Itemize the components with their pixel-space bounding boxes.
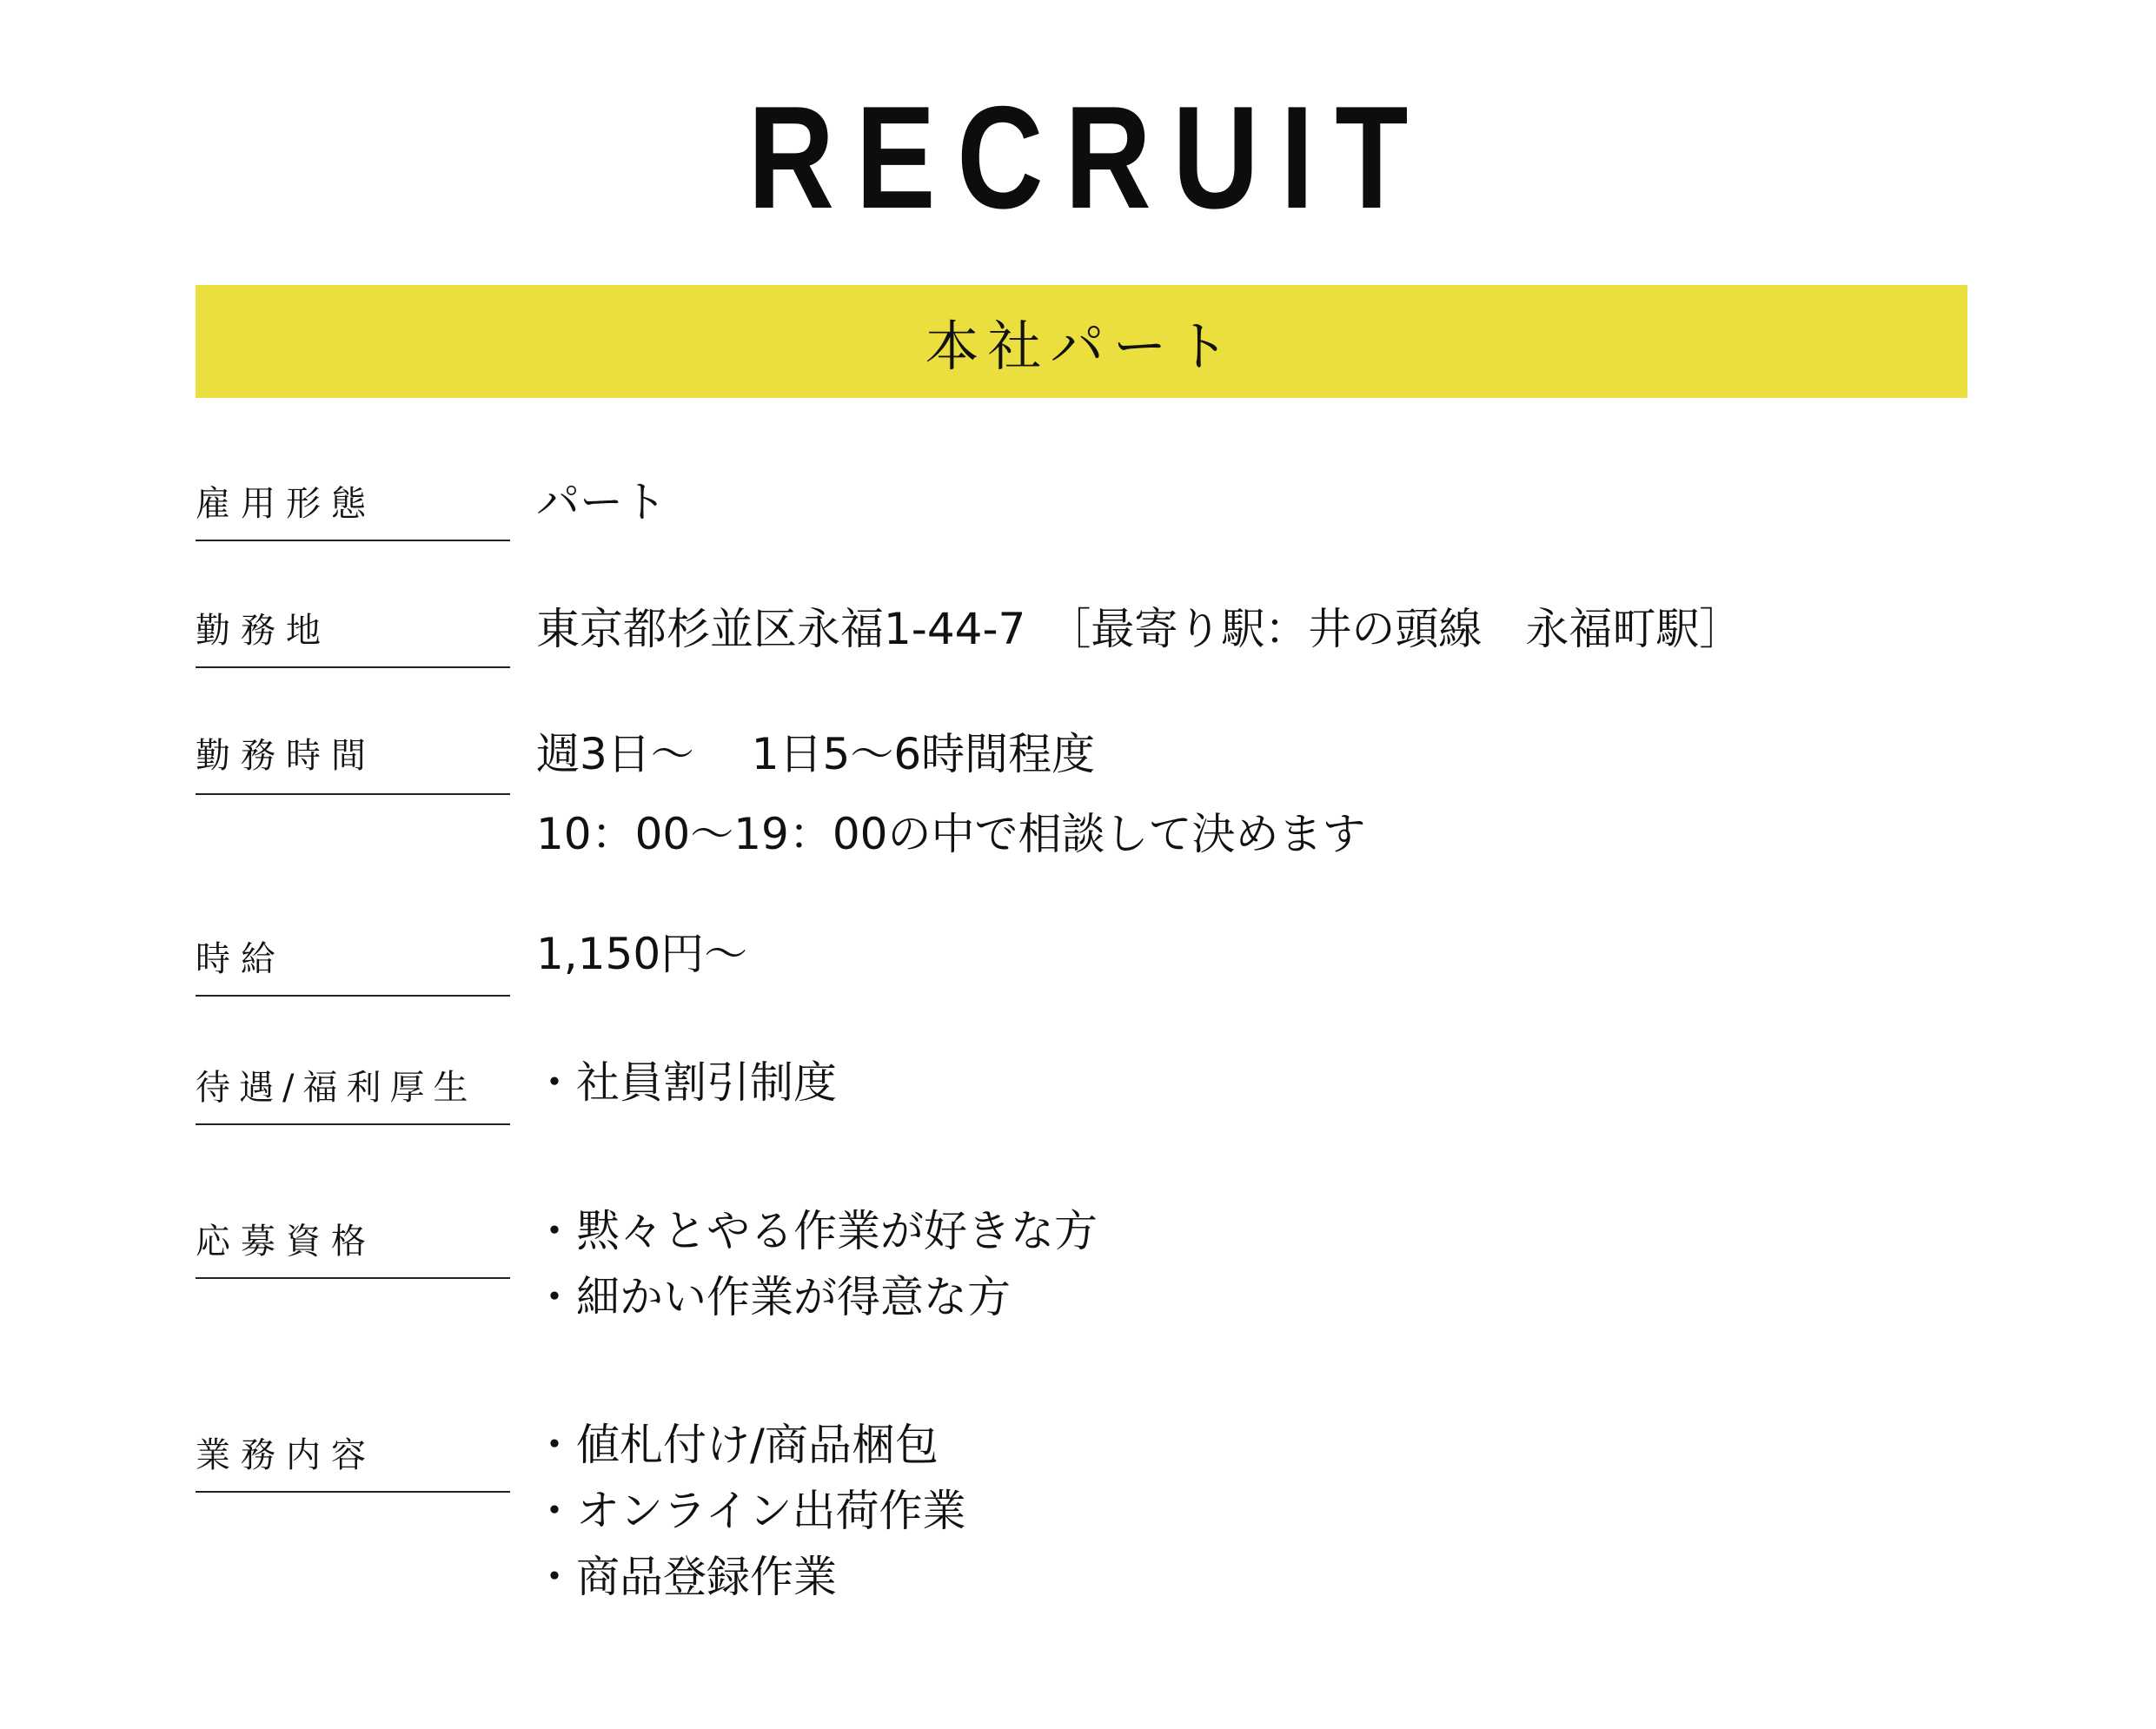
- row-value: ・商品登録作業: [533, 1552, 837, 1602]
- row-label: 時給: [196, 931, 510, 997]
- row-label: 勤務地: [196, 603, 510, 668]
- row-label: 応募資格: [196, 1214, 510, 1279]
- row-values: [536, 594, 2013, 664]
- row-value: 1,150円～: [536, 929, 748, 979]
- row-values: [536, 919, 2013, 989]
- section-banner-title: 本社パート: [925, 314, 1238, 378]
- row-value: パート: [536, 477, 667, 527]
- section-banner: [196, 285, 1967, 398]
- row-values: [533, 1048, 2010, 1117]
- row-value: ・値札付け/商品梱包: [533, 1420, 939, 1470]
- row-value: ・社員割引制度: [533, 1057, 837, 1108]
- row-label: 待遇/福利厚生: [196, 1060, 510, 1125]
- row-values: [533, 1412, 2010, 1610]
- row-value: ・オンライン出荷作業: [533, 1486, 966, 1536]
- row-value: 東京都杉並区永福1-44-7 ［最寄り駅：井の頭線 永福町駅］: [536, 604, 1743, 654]
- row-value: 10：00～19：00の中で相談して決めます: [536, 809, 1366, 859]
- row-values: [533, 1198, 2010, 1330]
- row-values: [536, 719, 2013, 869]
- row-label: 業務内容: [196, 1428, 510, 1493]
- page-title: RECRUIT: [747, 76, 1430, 239]
- row-value: ・細かい作業が得意な方: [533, 1272, 1011, 1322]
- row-value: 週3日～ 1日5～6時間程度: [536, 729, 1096, 779]
- row-values: [536, 467, 2013, 537]
- row-label: 雇用形態: [196, 476, 510, 541]
- row-label: 勤務時間: [196, 728, 510, 795]
- row-value: ・黙々とやる作業が好きな方: [533, 1206, 1098, 1256]
